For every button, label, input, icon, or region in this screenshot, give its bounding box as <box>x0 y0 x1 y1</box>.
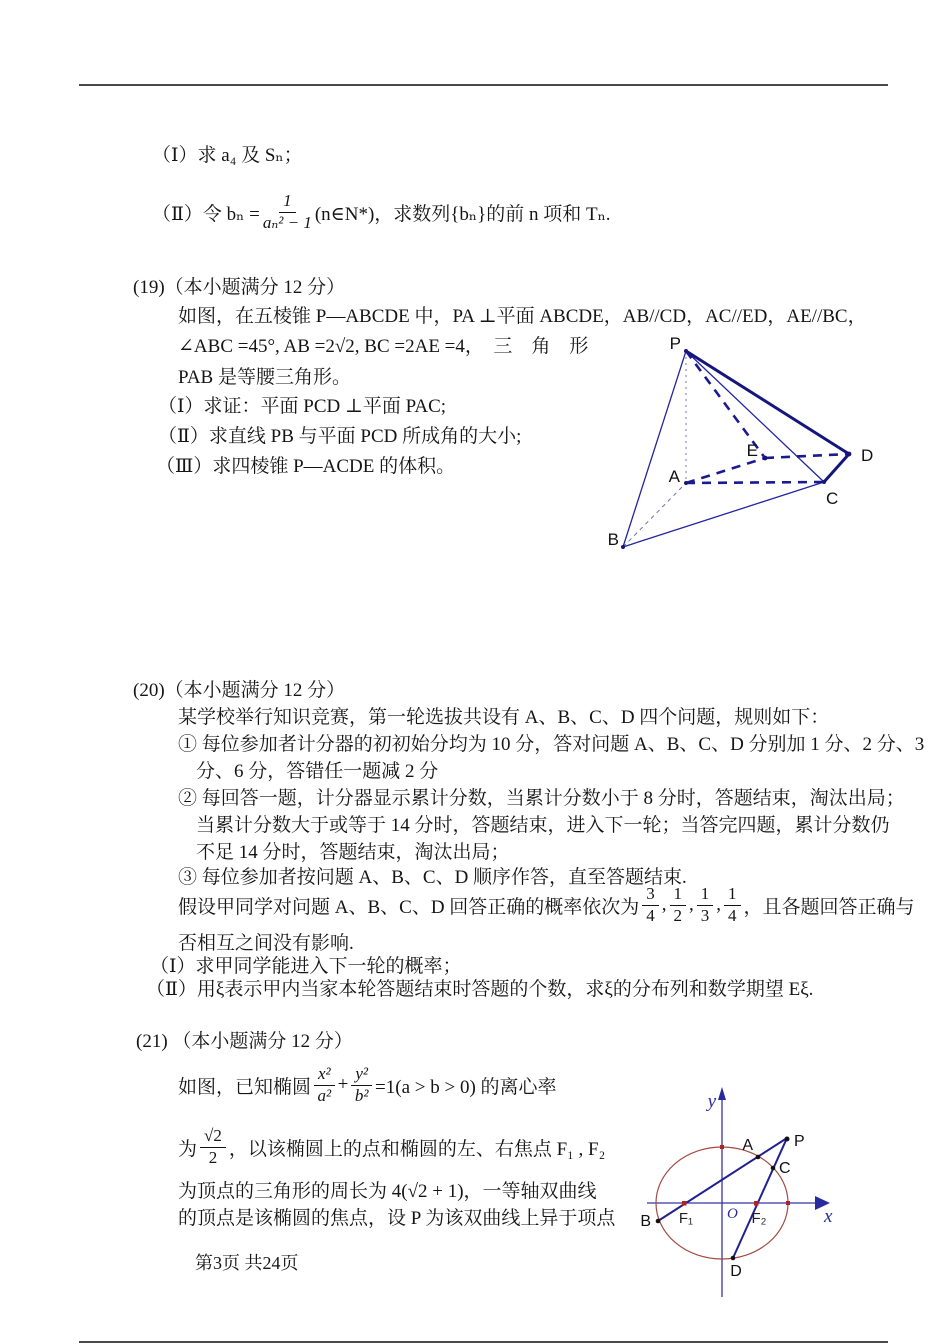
q21-line3: 为顶点的三角形的周长为 4(√2 + 1)，一等轴双曲线 <box>178 1181 597 1202</box>
vertex-d-dot <box>847 452 852 457</box>
vertex-label-e: E <box>746 441 758 460</box>
fraction-numerator: 3 <box>642 885 659 905</box>
q21-header: (21) （本小题满分 12 分） <box>136 1031 353 1052</box>
pyramid-figure <box>593 331 888 566</box>
edge-bc <box>623 482 824 547</box>
point-p-label: P <box>794 1133 805 1150</box>
fraction-separator: , <box>716 894 722 915</box>
q21-line1 <box>178 1056 557 1114</box>
q19-part3: （Ⅲ）求四棱锥 P—ACDE 的体积。 <box>156 456 456 477</box>
q19-line2: ∠ABC =45°, AB =2√2, BC =2AE =4， 三 角 形 <box>178 336 589 357</box>
fraction-denominator: a² <box>317 1085 332 1105</box>
edge-pd <box>686 351 849 454</box>
focus-f1-label: F₁ <box>678 1210 694 1227</box>
point-c-label: C <box>779 1160 791 1177</box>
fragment-part2-pre: （Ⅱ）令 bₙ = <box>152 203 260 225</box>
fraction-numerator: 1 <box>697 885 714 905</box>
fraction-numerator: 1 <box>279 192 296 212</box>
fraction-denominator: 2 <box>208 1147 218 1167</box>
vertex-label-p: P <box>669 334 681 353</box>
fraction-denominator: 4 <box>646 905 655 925</box>
q20-assumption-cont: 否相互之间没有影响. <box>178 933 354 954</box>
q20-assumption-line <box>178 882 915 928</box>
q21-line2-post: ，以该椭圆上的点和椭圆的左、右焦点 F₁ , F₂ <box>228 1138 606 1160</box>
fraction-numerator: √2 <box>200 1127 226 1147</box>
edge-ed <box>765 454 849 458</box>
vertex-p-dot <box>684 349 688 353</box>
vertex-c-dot <box>822 480 826 484</box>
q21-line1-pre: 如图，已知椭圆 <box>178 1076 312 1098</box>
point-b-dot <box>656 1219 661 1224</box>
x-axis-label: x <box>824 1206 833 1227</box>
focus-f2-dot <box>754 1201 759 1206</box>
page-number: 第3页 共24页 <box>195 1253 299 1273</box>
vertex-label-c: C <box>826 489 839 508</box>
ellipse-top-vertex-dot <box>720 1145 724 1149</box>
point-b-label: B <box>640 1213 651 1230</box>
point-d-label: D <box>730 1263 742 1280</box>
fraction-numerator: x² <box>314 1065 335 1085</box>
fraction-separator: , <box>661 894 667 915</box>
q20-rule2-line1: ② 每回答一题，计分器显示累计分数，当累计分数小于 8 分时，答题结束，淘汰出局； <box>178 788 905 809</box>
vertex-b-dot <box>621 545 625 549</box>
y-axis-arrow <box>718 1087 726 1100</box>
point-a-label: A <box>742 1137 753 1154</box>
q21-line2 <box>178 1122 605 1172</box>
q20-assumption-pre: 假设甲同学对问题 A、B、C、D 回答正确的概率依次为 <box>178 896 640 918</box>
q20-intro: 某学校举行知识竞赛，第一轮选拔共设有 A、B、C、D 四个问题，规则如下： <box>178 707 830 728</box>
bottom-rule <box>79 1341 888 1343</box>
fraction-1-3 <box>697 885 714 925</box>
origin-label: O <box>727 1206 738 1222</box>
fraction-denominator: b² <box>354 1085 369 1105</box>
point-c-dot <box>771 1166 776 1171</box>
fragment-part2-post: (n∈N*)，求数列{bₙ}的前 n 项和 Tₙ. <box>314 203 611 225</box>
vertex-label-a: A <box>668 467 680 486</box>
focus-f1-dot <box>682 1201 687 1206</box>
fraction-denominator: 4 <box>728 905 737 925</box>
top-rule <box>79 84 888 86</box>
fraction-numerator: 1 <box>670 885 687 905</box>
fraction-y2-b2 <box>351 1065 372 1105</box>
fraction-denominator: 3 <box>700 905 710 925</box>
fraction-denominator: 2 <box>673 905 683 925</box>
q20-part1: （Ⅰ）求甲同学能进入下一轮的概率； <box>150 956 462 977</box>
ellipse-figure <box>628 1078 843 1300</box>
q19-line1: 如图，在五棱锥 P—ABCDE 中，PA ⊥平面 ABCDE，AB//CD，AC//ED，AE//BC， <box>178 306 867 327</box>
fraction-numerator: 1 <box>724 885 741 905</box>
q19-line3: PAB 是等腰三角形。 <box>178 367 351 388</box>
q21-line4: 的顶点是该椭圆的焦点，设 P 为该双曲线上异于项点 <box>178 1208 616 1229</box>
fraction-separator: , <box>689 894 694 915</box>
ellipse-right-vertex-dot <box>786 1201 790 1205</box>
fraction-1-4 <box>724 885 741 925</box>
edge-ac <box>686 482 824 483</box>
fraction-denominator: aₙ² − 1 <box>262 212 312 232</box>
q19-part2: （Ⅱ）求直线 PB 与平面 PCD 所成角的大小; <box>158 426 522 447</box>
q20-assumption-post: ，且各题回答正确与 <box>743 896 915 918</box>
fraction-3-4 <box>642 885 659 925</box>
q19-part1: （Ⅰ）求证：平面 PCD ⊥平面 PAC; <box>158 396 447 417</box>
edge-pb <box>623 351 686 547</box>
point-d-dot <box>731 1256 736 1261</box>
fragment-part1: （Ⅰ）求 a₄ 及 Sₙ； <box>152 145 303 166</box>
vertex-a-dot <box>684 481 688 485</box>
q20-rule1-line1: ① 每位参加者计分器的初初始分均为 10 分，答对问题 A、B、C、D 分别加 1 分、2 分、3 <box>178 734 925 755</box>
fraction-1-2 <box>670 885 687 925</box>
q21-line2-pre: 为 <box>178 1138 198 1160</box>
point-p-dot <box>785 1137 790 1142</box>
y-axis-label: y <box>707 1091 716 1112</box>
q20-rule1-line2: 分、6 分，答错任一题减 2 分 <box>196 761 439 782</box>
q20-rule2-line2: 当累计分数大于或等于 14 分时，答题结束，进入下一轮；当答完四题，累计分数仍 <box>196 815 890 836</box>
fragment-part2 <box>152 186 611 238</box>
vertex-label-d: D <box>861 446 874 465</box>
fraction-x2-a2 <box>314 1065 335 1105</box>
q20-part2: （Ⅱ）用ξ表示甲内当家本轮答题结束时答题的个数，求ξ的分布列和数学期望 Eξ. <box>146 979 814 1000</box>
q20-rule3: ③ 每位参加者按问题 A、B、C、D 顺序作答，直至答题结束. <box>178 867 687 888</box>
focus-f2-label: F₂ <box>751 1210 767 1227</box>
fraction-bn <box>263 192 312 232</box>
q20-header: (20)（本小题满分 12 分） <box>133 680 346 701</box>
fraction-numerator: y² <box>351 1065 372 1085</box>
point-a-dot <box>756 1155 761 1160</box>
fraction-sqrt2-2 <box>200 1127 226 1167</box>
q20-rule2-line3: 不足 14 分时，答题结束，淘汰出局； <box>196 842 510 863</box>
q21-line1-post: =1(a > b > 0) 的离心率 <box>375 1076 557 1098</box>
vertex-label-b: B <box>607 530 619 549</box>
vertex-e-dot <box>763 456 768 461</box>
edge-ae <box>686 458 765 483</box>
q19-header: (19)（本小题满分 12 分） <box>133 277 346 298</box>
plus-sign: + <box>337 1074 349 1095</box>
edge-cd <box>824 454 849 482</box>
